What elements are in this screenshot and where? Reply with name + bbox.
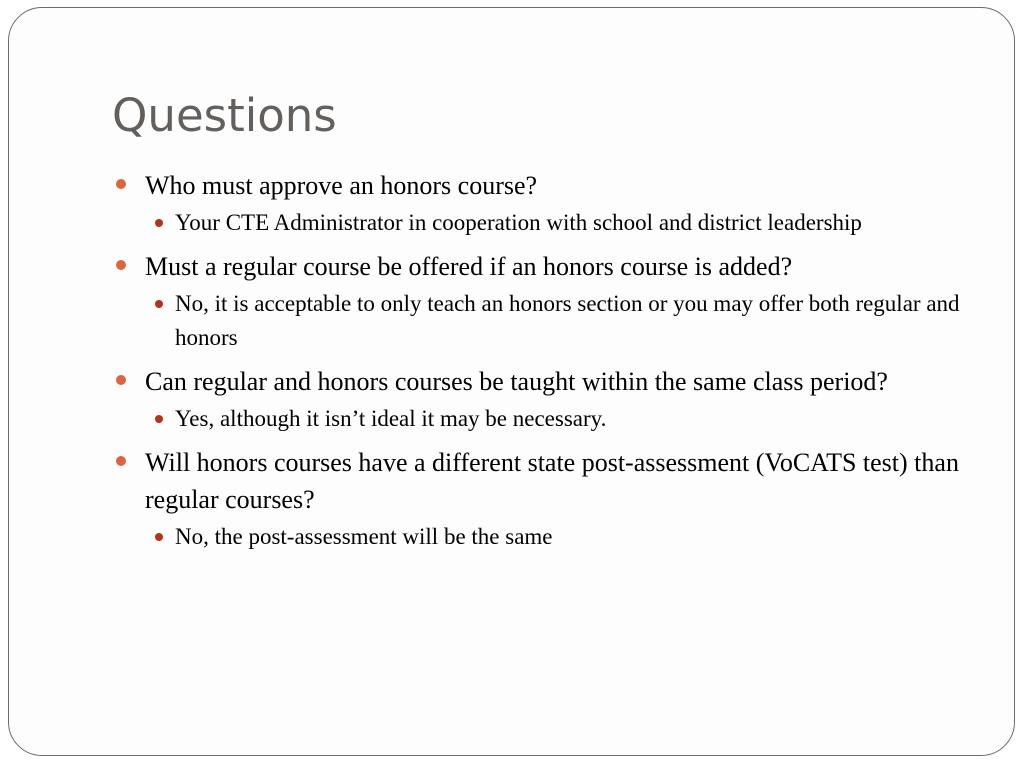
bullet-dot-icon (155, 219, 163, 227)
answer-item (145, 520, 962, 554)
bullet-dot-icon (155, 415, 163, 423)
answer-list (112, 287, 962, 355)
answer-text: No, it is acceptable to only teach an honors section or you may offer both regular and honors (175, 291, 960, 350)
bullet-dot-icon (116, 375, 126, 385)
answer-text: No, the post-assessment will be the same (175, 524, 553, 549)
answer-text: Yes, although it isn’t ideal it may be necessary. (175, 406, 607, 431)
question-item (112, 248, 962, 355)
bullet-dot-icon (116, 179, 126, 189)
answer-item (145, 287, 962, 355)
answer-item (145, 206, 962, 240)
question-text: Who must approve an honors course? (145, 171, 538, 200)
answer-item (145, 402, 962, 436)
bullet-dot-icon (155, 533, 163, 541)
answer-list (112, 402, 962, 436)
answer-text: Your CTE Administrator in cooperation with school and district leadership (175, 210, 862, 235)
question-text: Will honors courses have a different state post-assessment (VoCATS test) than regular courses? (145, 448, 959, 514)
question-list (112, 167, 962, 554)
bullet-dot-icon (116, 456, 126, 466)
question-item (112, 363, 962, 436)
answer-list (112, 206, 962, 240)
slide-content (112, 167, 962, 562)
question-item (112, 167, 962, 240)
answer-list (112, 520, 962, 554)
slide-title: Questions (112, 89, 337, 142)
bullet-dot-icon (155, 300, 163, 308)
question-text: Must a regular course be offered if an honors course is added? (145, 252, 793, 281)
bullet-dot-icon (116, 260, 126, 270)
question-item (112, 444, 962, 554)
question-text: Can regular and honors courses be taught within the same class period? (145, 367, 888, 396)
